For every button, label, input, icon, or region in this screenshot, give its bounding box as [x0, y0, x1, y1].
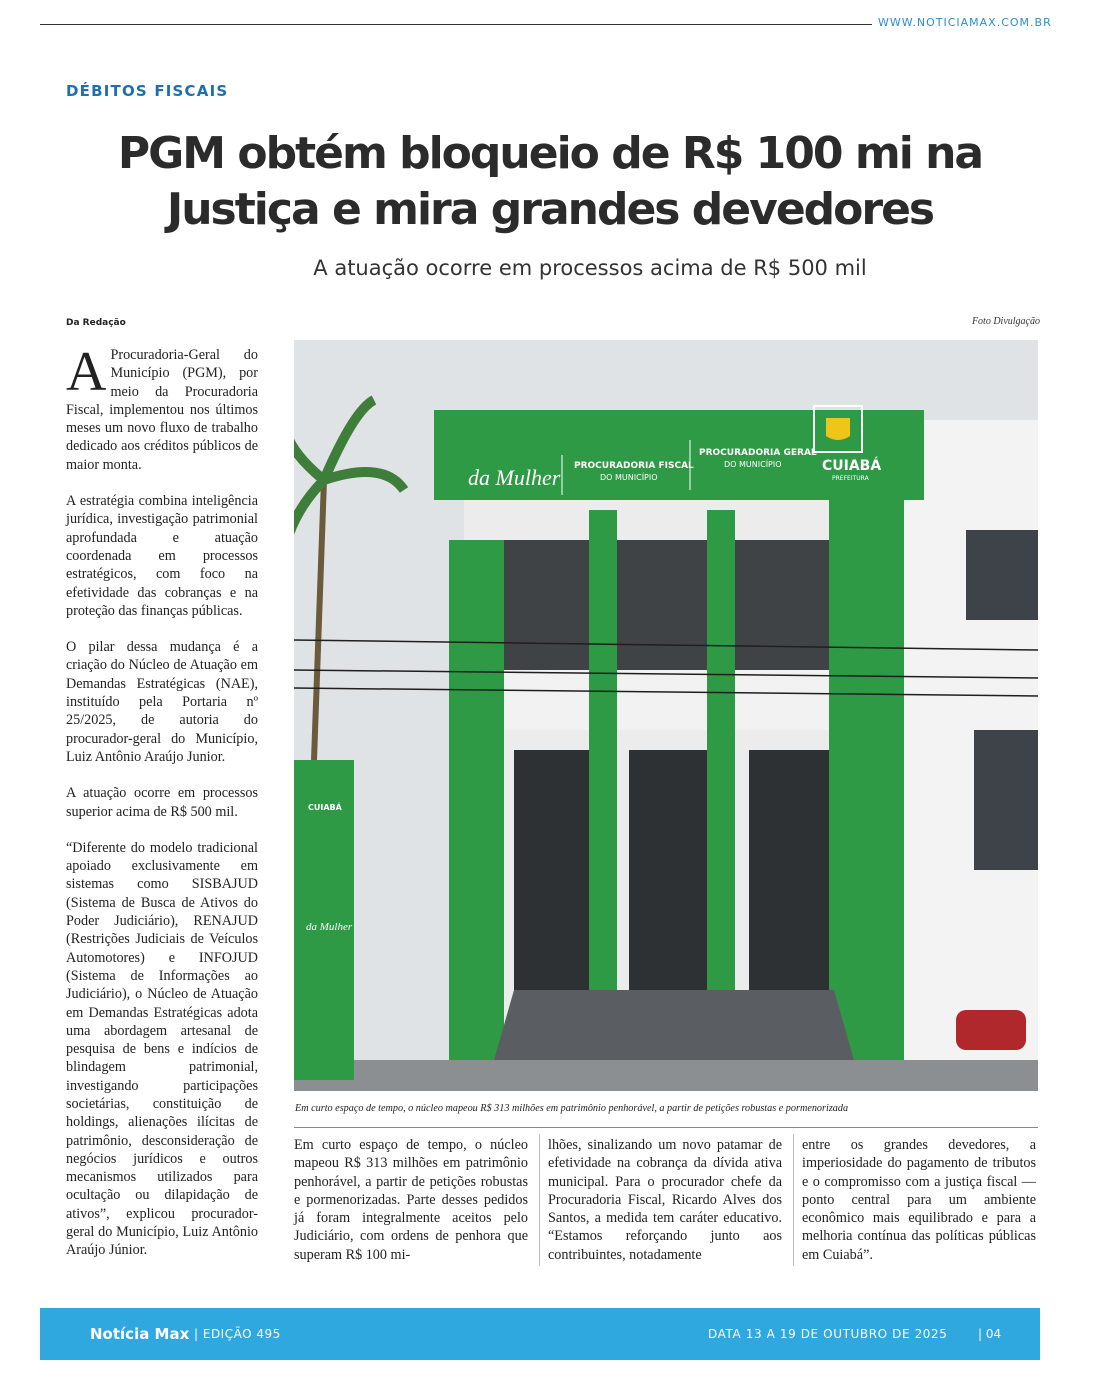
column-divider — [539, 1134, 540, 1266]
headline-line-1: PGM obtém bloqueio de R$ 100 mi na — [117, 128, 983, 179]
subheadline: A atuação ocorre em processos acima de R$ 500 mil — [313, 256, 867, 280]
center-door — [629, 750, 709, 990]
sign-fiscal-sub: DO MUNICÍPIO — [600, 473, 658, 482]
footer-edition: | EDIÇÃO 495 — [194, 1327, 281, 1341]
article-column-3 — [548, 1136, 782, 1264]
white-building-window — [974, 730, 1038, 870]
paragraph-1-text: Procuradoria-Geral do Município (PGM), por meio da Procuradoria Fiscal, implementou nos últimos meses um novo fluxo de trabalho dedicado aos créditos públicos de maior monta. — [66, 347, 258, 473]
column-3-text: lhões, sinalizando um novo patamar de efetividade na cobrança da dívida ativa municipal. Para o procurador chefe da Procuradoria Fiscal, Ricardo Alves dos Santos, a medida tem caráter educativo. “Estamos reforçando junto aos contribuintes, notadamente — [548, 1137, 782, 1263]
sign-fiscal-title: PROCURADORIA FISCAL — [574, 461, 694, 471]
article-column-4 — [802, 1136, 1036, 1264]
paragraph-2: A estratégia combina inteligência jurídica, investigação patrimonial aprofundada e atuação coordenada em processos estratégicos, com foco na efetividade das cobranças e na proteção das finanças públicas. — [66, 493, 258, 619]
photo-credit: Foto Divulgação — [971, 316, 1040, 327]
motorcycle — [956, 1010, 1026, 1050]
headline — [40, 126, 1060, 238]
sign-city: CUIABÁ — [822, 458, 882, 474]
green-column — [829, 500, 904, 1060]
side-panel-city: CUIABÁ — [308, 803, 342, 812]
entrance-steps — [494, 990, 854, 1060]
paragraph-5: “Diferente do modelo tradicional apoiado exclusivamente em sistemas como SISBAJUD (Sistema de Busca de Ativos do Poder Judiciário), RENAJUD (Restrições Judiciais de Veículos Automotores) e INFOJUD (Sistema de Informações ao Judiciário), o Núcleo de Atuação em Demandas Estratégicas adota uma abordagem artesanal de pesquisa de bens e indícios de blindagem patrimonial, investigando participações societárias, constituição de holdings, alienações ilícitas de patrimônio, desconsideração de negócios jurídicos e outros mecanismos utilizados para ocultação ou dilapidação de ativos”, explicou procurador-geral do Município, Luiz Antônio Araújo Júnior. — [66, 839, 258, 1259]
footer-date: DATA 13 A 19 DE OUTUBRO DE 2025 — [708, 1327, 948, 1341]
site-url[interactable]: WWW.NOTICIAMAX.COM.BR — [878, 16, 1052, 29]
sign-geral-title: PROCURADORIA GERAL — [699, 448, 817, 458]
green-column — [707, 510, 735, 1010]
side-panel-brand: da Mulher — [306, 921, 353, 933]
paragraph-3: O pilar dessa mudança é a criação do Núcleo de Atuação em Demandas Estratégicas (NAE), instituído pela Portaria nº 25/2025, de autoria do procurador-geral do Município, Luiz Antônio Araújo Junior. — [66, 639, 258, 765]
footer-page-number: | 04 — [978, 1327, 1002, 1341]
photo-caption: Em curto espaço de tempo, o núcleo mapeou R$ 313 milhões em patrimônio penhorável, a partir de petições robustas e pormenorizada — [295, 1103, 849, 1114]
column-4-text: entre os grandes devedores, a imperiosidade do pagamento de tributos e o compromisso com a justiça fiscal — ponto central para um ambiente econômico mais equilibrado e para a melhoria contínua das políticas públicas em Cuiabá”. — [802, 1137, 1036, 1263]
right-door — [749, 750, 829, 990]
green-column — [449, 540, 504, 1060]
caption-rule — [294, 1127, 1038, 1128]
headline-line-2: Justiça e mira grandes devedores — [166, 184, 934, 235]
sign-city-sub: PREFEITURA — [832, 475, 869, 482]
crest-shield-icon — [826, 418, 850, 440]
top-rule — [40, 24, 872, 25]
paragraph-1 — [66, 341, 258, 474]
white-building-window — [966, 530, 1038, 620]
column-2-text: Em curto espaço de tempo, o núcleo mapeou R$ 313 milhões em patrimônio penhorável, a partir de petições robustas e pormenorizadas. Parte desses pedidos já foram integralmente aceitos pelo Judiciário, com ordens de penhora que superam R$ 100 mi- — [294, 1137, 528, 1263]
green-column — [589, 510, 617, 1010]
section-label: DÉBITOS FISCAIS — [66, 82, 229, 100]
drop-cap: A — [66, 341, 107, 403]
footer-bar — [40, 1308, 1040, 1360]
building-photo — [294, 340, 1038, 1091]
sign-geral-sub: DO MUNICÍPIO — [724, 460, 782, 469]
building-illustration — [294, 340, 1038, 1091]
left-door — [514, 750, 594, 990]
byline: Da Redação — [66, 318, 126, 328]
sign-brand-text: da Mulher — [468, 465, 561, 490]
sidewalk — [294, 1060, 1038, 1091]
column-divider — [793, 1134, 794, 1266]
paragraph-4: A atuação ocorre em processos superior acima de R$ 500 mil. — [66, 785, 258, 820]
article-column-2 — [294, 1136, 528, 1264]
footer-brand: Notícia Max — [90, 1325, 190, 1343]
article-column-1 — [66, 341, 258, 1278]
